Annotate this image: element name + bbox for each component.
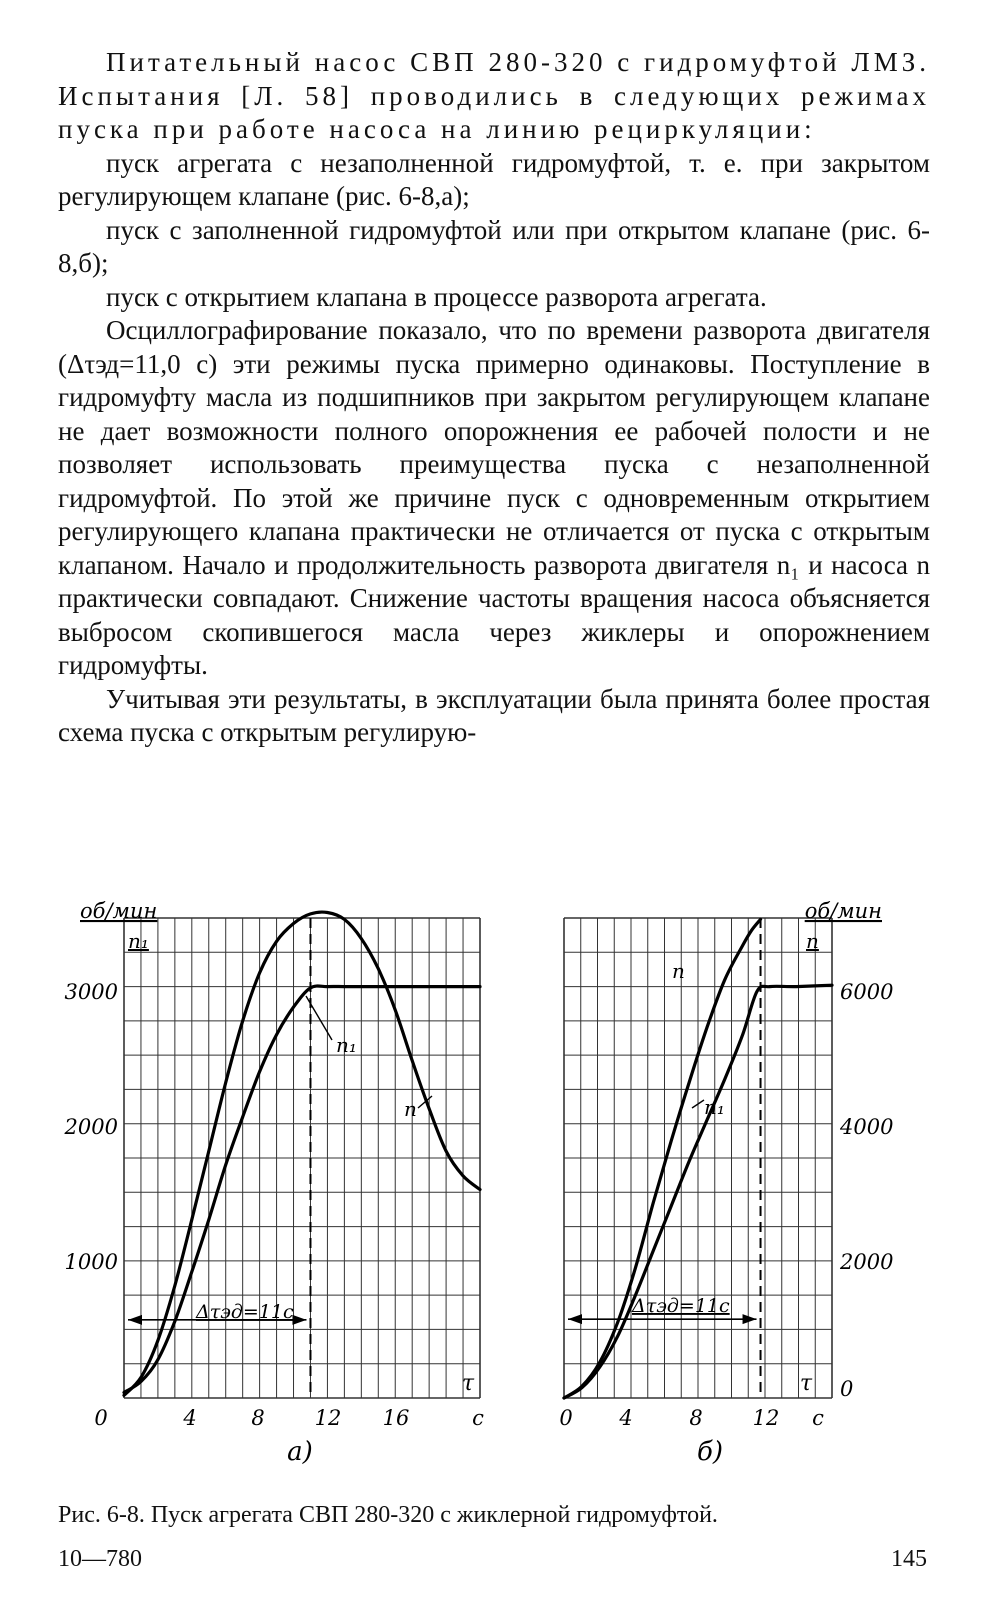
y-tick-label: 4000 bbox=[840, 1115, 894, 1139]
y-tick-label: 2000 bbox=[64, 1115, 118, 1139]
paragraph: Учитывая эти результаты, в эксплуатации была принята более простая схема пуска с открытым регулирую- bbox=[58, 683, 930, 747]
figure-6-8 bbox=[0, 900, 993, 1500]
arrow-head-right bbox=[743, 1314, 757, 1324]
arrow-head-right bbox=[292, 1315, 306, 1325]
figure-caption: Рис. 6-8. Пуск агрегата СВП 280-320 с жиклерной гидромуфтой. bbox=[58, 1502, 718, 1528]
y-axis-label: об/мин bbox=[80, 900, 158, 923]
arrow-head-left bbox=[128, 1315, 142, 1325]
figure-svg bbox=[0, 900, 993, 1500]
series-label: n₁ bbox=[704, 1095, 725, 1119]
y-tick-label: 3000 bbox=[64, 980, 118, 1004]
y-axis-label: об/мин bbox=[804, 900, 882, 923]
panel-label: б) bbox=[696, 1437, 724, 1467]
body-text bbox=[58, 46, 930, 750]
corner-label: n₁ bbox=[128, 929, 149, 953]
paragraph: пуск агрегата с незаполненной гидромуфтой, т. е. при закрытом регулирующем клапане (рис. 6-8,а); bbox=[58, 147, 930, 211]
corner-label: τ bbox=[799, 1371, 812, 1396]
x-tick-label: 8 bbox=[689, 1406, 703, 1430]
paragraph: Осциллографирование показало, что по времени разворота двигателя (Δτэд=11,0 с) эти режимы пуска примерно одинаковы. Поступление в гидромуфту масла из подшипников при закрытом регулирующем клапане не дает возможности полного опорожнения ее рабочей полости и не позволяет использовать преимущества пуска с незаполненной гидромуфтой. По этой же причине пуск с одновременным открытием регулирующего клапана практически не отличается от пуска с открытым клапаном. Начало и продолжительность разворота двигателя n₁ и насоса n практически совпадают. Снижение частоты вращения насоса объясняется выбросом скопившегося масла через жиклеры и опорожнением гидромуфты. bbox=[58, 315, 930, 680]
x-tick-label: 12 bbox=[314, 1406, 342, 1430]
paragraph: пуск с открытием клапана в процессе разворота агрегата. bbox=[106, 281, 767, 312]
x-tick-label: 0 bbox=[94, 1406, 108, 1430]
runup-annotation: Δτэд=11с bbox=[196, 1301, 294, 1323]
series-label: n bbox=[672, 959, 685, 983]
signature-mark: 10—780 bbox=[58, 1546, 142, 1572]
x-tick-label: с bbox=[812, 1406, 824, 1430]
x-tick-label: 4 bbox=[183, 1406, 197, 1430]
x-tick-label: 12 bbox=[752, 1406, 780, 1430]
page-number: 145 bbox=[891, 1546, 927, 1572]
runup-annotation: Δτэд=11с bbox=[632, 1295, 730, 1317]
x-tick-label: с bbox=[472, 1406, 484, 1430]
y-tick-label: 0 bbox=[840, 1377, 854, 1401]
series-line-n bbox=[124, 912, 480, 1395]
x-tick-label: 8 bbox=[251, 1406, 265, 1430]
paragraph: пуск с заполненной гидромуфтой или при открытом клапане (рис. 6-8,б); bbox=[58, 214, 930, 278]
y-tick-label: 1000 bbox=[64, 1250, 118, 1274]
arrow-head-left bbox=[568, 1314, 582, 1324]
paragraph: Питательный насос СВП 280-320 с гидромуфтой ЛМЗ. Испытания [Л. 58] проводились в следующих режимах пуска при работе насоса на линию рециркуляции: bbox=[58, 47, 930, 144]
series-label: n bbox=[404, 1097, 417, 1121]
series-label: n₁ bbox=[336, 1033, 357, 1057]
x-tick-label: 16 bbox=[382, 1406, 410, 1430]
corner-label: n bbox=[806, 929, 819, 953]
x-tick-label: 4 bbox=[619, 1406, 633, 1430]
y-tick-label: 6000 bbox=[840, 980, 894, 1004]
x-tick-label: 0 bbox=[559, 1406, 573, 1430]
series-line-n1 bbox=[124, 986, 480, 1392]
y-tick-label: 2000 bbox=[840, 1250, 894, 1274]
panel-label: а) bbox=[287, 1437, 313, 1467]
corner-label: τ bbox=[461, 1371, 474, 1396]
